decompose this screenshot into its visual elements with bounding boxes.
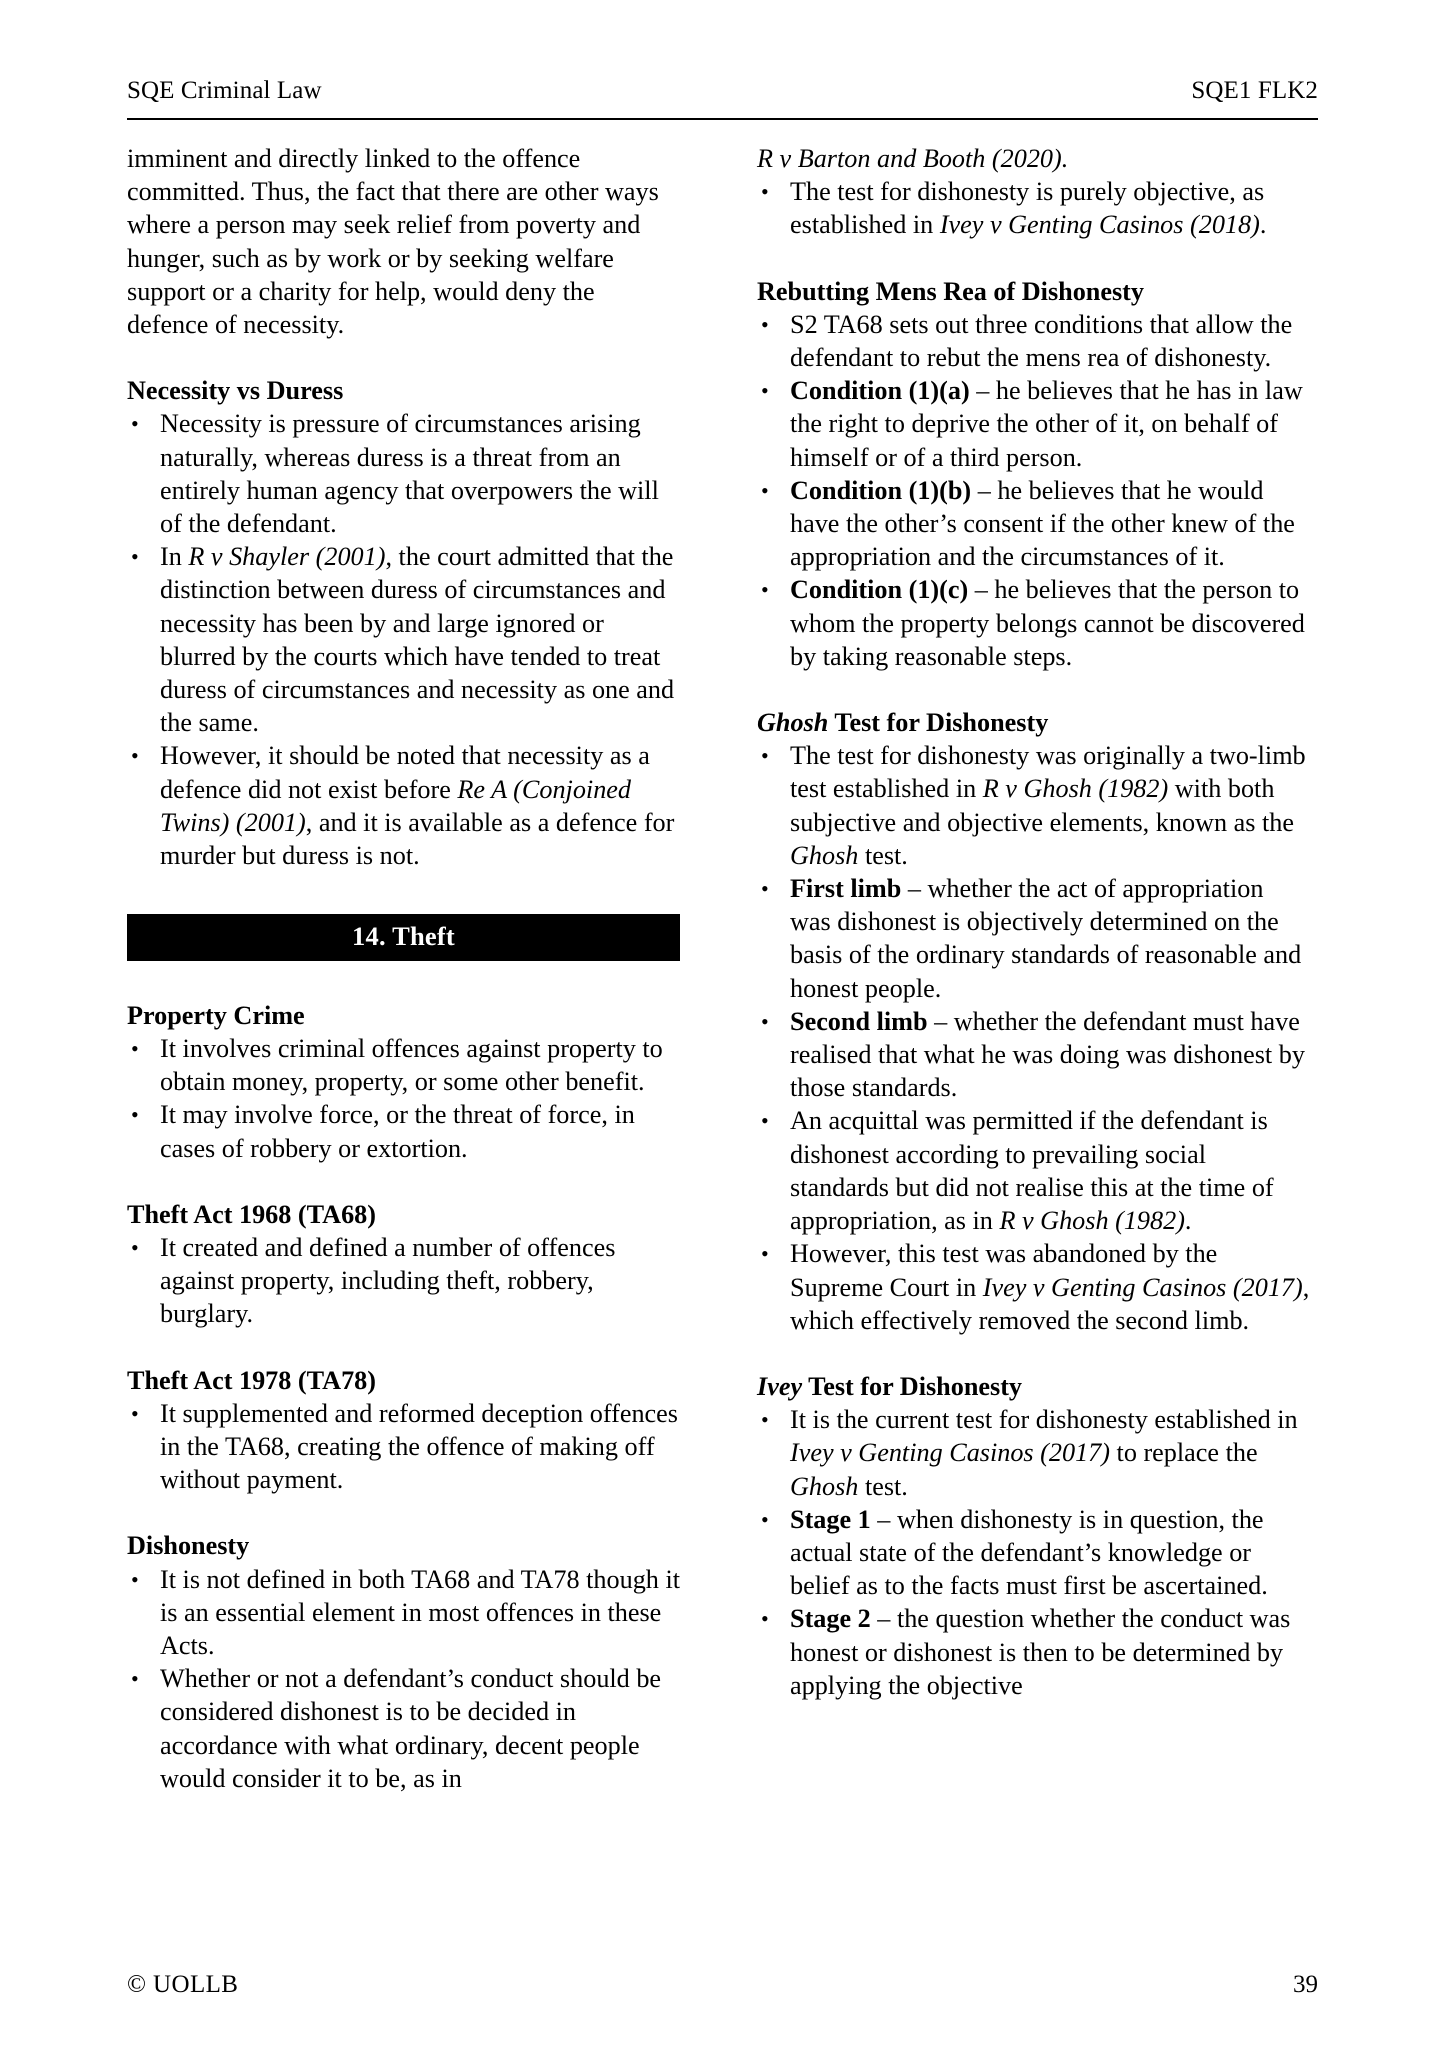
text-run: Whether or not a defendant’s conduct should be considered dishonest is to be decided in accordance with what ordinary, decent people would consider it to be, as in <box>160 1664 662 1793</box>
text-run: , and it is available as a defence for murder but duress is not. <box>160 807 675 871</box>
bullet-item <box>127 540 680 739</box>
bullet-list-continued <box>757 175 1310 241</box>
heading-text: Theft Act 1968 (TA68) <box>127 1199 376 1229</box>
text-run: It created and defined a number of offences against property, including theft, robbery, burglary. <box>160 1232 616 1329</box>
text-run: The test for dishonesty was originally a two-limb test established in <box>790 741 1306 804</box>
bullet-list-5 <box>127 1563 680 1795</box>
heading-text: Test for Dishonesty <box>828 708 1049 738</box>
continued-case-citation: R v Barton and Booth (2020). <box>757 144 1069 173</box>
bullet-item <box>127 1662 680 1795</box>
section-heading <box>127 1529 680 1562</box>
text-run: – he believes that he would have the other’s consent if the other knew of the appropriation and the circumstances of it. <box>790 475 1295 572</box>
text-run: , which effectively removed the second limb. <box>790 1272 1310 1335</box>
case-citation: Ivey v Genting Casinos (2018) <box>939 210 1260 240</box>
bullet-item <box>757 1005 1310 1105</box>
term-label: Condition (1)(b) <box>790 475 972 505</box>
text-run: It supplemented and reformed deception offences in the TA68, creating the offence of making off without payment. <box>160 1398 678 1495</box>
text-run: It is the current test for dishonesty established in <box>790 1405 1298 1435</box>
bullet-item <box>127 407 680 540</box>
term-label: Stage 2 <box>790 1604 871 1634</box>
text-run: – he believes that the person to whom the property belongs cannot be discovered by taking reasonable steps. <box>790 575 1305 671</box>
heading-text: Dishonesty <box>127 1531 250 1561</box>
bullet-item <box>757 573 1310 673</box>
text-run: to replace the <box>1110 1438 1258 1468</box>
case-citation: R v Ghosh (1982) <box>982 774 1169 804</box>
bullet-item <box>127 1563 680 1663</box>
bullet-item <box>757 1602 1310 1702</box>
chapter-banner: 14. Theft <box>127 914 680 961</box>
text-run: – when dishonesty is in question, the actual state of the defendant’s knowledge or belief as to the facts must first be ascertained. <box>790 1504 1268 1601</box>
bullet-list-3 <box>127 1231 680 1331</box>
heading-case-name: Ivey <box>757 1371 803 1401</box>
case-citation: Ghosh <box>790 840 859 870</box>
term-label: Stage 1 <box>790 1504 871 1534</box>
bullet-item <box>757 175 1310 241</box>
section-heading <box>127 374 680 407</box>
bullet-item <box>757 1503 1310 1603</box>
running-head <box>127 78 1318 103</box>
bullet-item <box>757 308 1310 374</box>
bullet-item <box>757 872 1310 1005</box>
continued-paragraph: imminent and directly linked to the offence committed. Thus, the fact that there are other ways where a person may seek relief from poverty and hunger, such as by work or by seeking welfare support or a charity for help, would deny the defence of necessity. <box>127 144 659 340</box>
text-run: . <box>1184 1206 1192 1236</box>
case-citation: Ivey v Genting Casinos (2017) <box>790 1438 1110 1468</box>
heading-case-name: Ghosh <box>757 708 829 738</box>
page-footer <box>127 1972 1318 1997</box>
bullet-item <box>127 1098 680 1164</box>
text-run: It is not defined in both TA68 and TA78 though it is an essential element in most offences in these Acts. <box>160 1564 681 1661</box>
term-label: First limb <box>790 874 902 904</box>
text-run: Necessity is pressure of circumstances arising naturally, whereas duress is a threat from an entirely human agency that overpowers the will of the defendant. <box>160 409 659 539</box>
bullet-list-r3 <box>757 1403 1310 1702</box>
term-label: Condition (1)(a) <box>790 376 970 406</box>
heading-text: Test for Dishonesty <box>802 1371 1023 1401</box>
text-run: However, this test was abandoned by the Supreme Court in <box>790 1239 1218 1302</box>
text-run: An acquittal was permitted if the defendant is dishonest according to prevailing social standards but did not realise this at the time of appropriation, as in <box>790 1106 1274 1236</box>
text-run: – whether the defendant must have realised that what he was doing was dishonest by those standards. <box>790 1006 1305 1103</box>
text-run: S2 TA68 sets out three conditions that allow the defendant to rebut the mens rea of dishonesty. <box>790 309 1293 373</box>
term-label: Second limb <box>790 1006 928 1036</box>
text-run: test. <box>858 1471 908 1501</box>
case-citation: R v Shayler (2001) <box>188 542 386 572</box>
running-head-rule <box>127 118 1318 120</box>
text-run: , the court admitted that the distinction between duress of circumstances and necessity has been by and large ignored or blurred by the courts which have tended to treat duress of circumstances and necessity as one and the same. <box>160 542 675 738</box>
section-heading <box>127 1364 680 1397</box>
section-heading <box>757 1370 1310 1403</box>
running-head-right: SQE1 FLK2 <box>1191 77 1318 104</box>
text-run: test. <box>858 840 908 870</box>
bullet-item <box>127 739 680 872</box>
section-heading <box>127 1198 680 1231</box>
page-number: 39 <box>1293 1971 1318 1998</box>
bullet-list-r1 <box>757 308 1310 673</box>
heading-text: Rebutting Mens Rea of Dishonesty <box>757 276 1144 306</box>
case-citation: Ivey v Genting Casinos (2017) <box>982 1272 1303 1302</box>
text-run: – the question whether the conduct was honest or dishonest is then to be determined by applying the objective <box>790 1604 1291 1700</box>
text-run: It involves criminal offences against property to obtain money, property, or some other benefit. <box>160 1033 663 1097</box>
heading-text: Theft Act 1978 (TA78) <box>127 1365 376 1395</box>
section-heading <box>757 275 1310 308</box>
bullet-item <box>757 1403 1310 1503</box>
bullet-list-1 <box>127 407 680 872</box>
text-run: The test for dishonesty is purely objective, as established in <box>790 177 1265 240</box>
term-label: Condition (1)(c) <box>790 575 969 605</box>
bullet-item <box>127 1231 680 1331</box>
bullet-item <box>127 1397 680 1497</box>
bullet-item <box>757 1104 1310 1237</box>
text-run: . <box>1259 210 1267 240</box>
body-columns <box>127 142 1318 1795</box>
text-run: In <box>160 542 189 572</box>
text-run: with both subjective and objective elements, known as the <box>790 774 1294 837</box>
bullet-item <box>757 1237 1310 1337</box>
copyright-notice: © UOLLB <box>127 1971 239 1998</box>
bullet-list-r2 <box>757 739 1310 1337</box>
left-column <box>127 142 680 1795</box>
section-heading <box>757 706 1310 739</box>
heading-text: Necessity vs Duress <box>127 376 344 406</box>
case-citation: Ghosh <box>790 1471 859 1501</box>
text-run: It may involve force, or the threat of force, in cases of robbery or extortion. <box>160 1100 635 1163</box>
text-run: – he believes that he has in law the right to deprive the other of it, on behalf of himself or of a third person. <box>790 376 1303 472</box>
bullet-item <box>757 474 1310 574</box>
case-citation: Re A (Conjoined Twins) (2001) <box>160 774 632 837</box>
section-heading <box>127 999 680 1032</box>
case-citation: R v Ghosh (1982) <box>999 1206 1185 1236</box>
text-run: – whether the act of appropriation was dishonest is objectively determined on the basis of the ordinary standards of reasonable and honest people. <box>790 874 1302 1003</box>
bullet-list-4 <box>127 1397 680 1497</box>
heading-text: Property Crime <box>127 1000 305 1030</box>
text-run: However, it should be noted that necessity as a defence did not exist before <box>160 741 650 804</box>
bullet-item <box>757 739 1310 872</box>
right-column <box>757 142 1310 1795</box>
bullet-list-2 <box>127 1032 680 1165</box>
bullet-item <box>757 374 1310 474</box>
bullet-item <box>127 1032 680 1098</box>
running-head-left: SQE Criminal Law <box>127 77 322 104</box>
